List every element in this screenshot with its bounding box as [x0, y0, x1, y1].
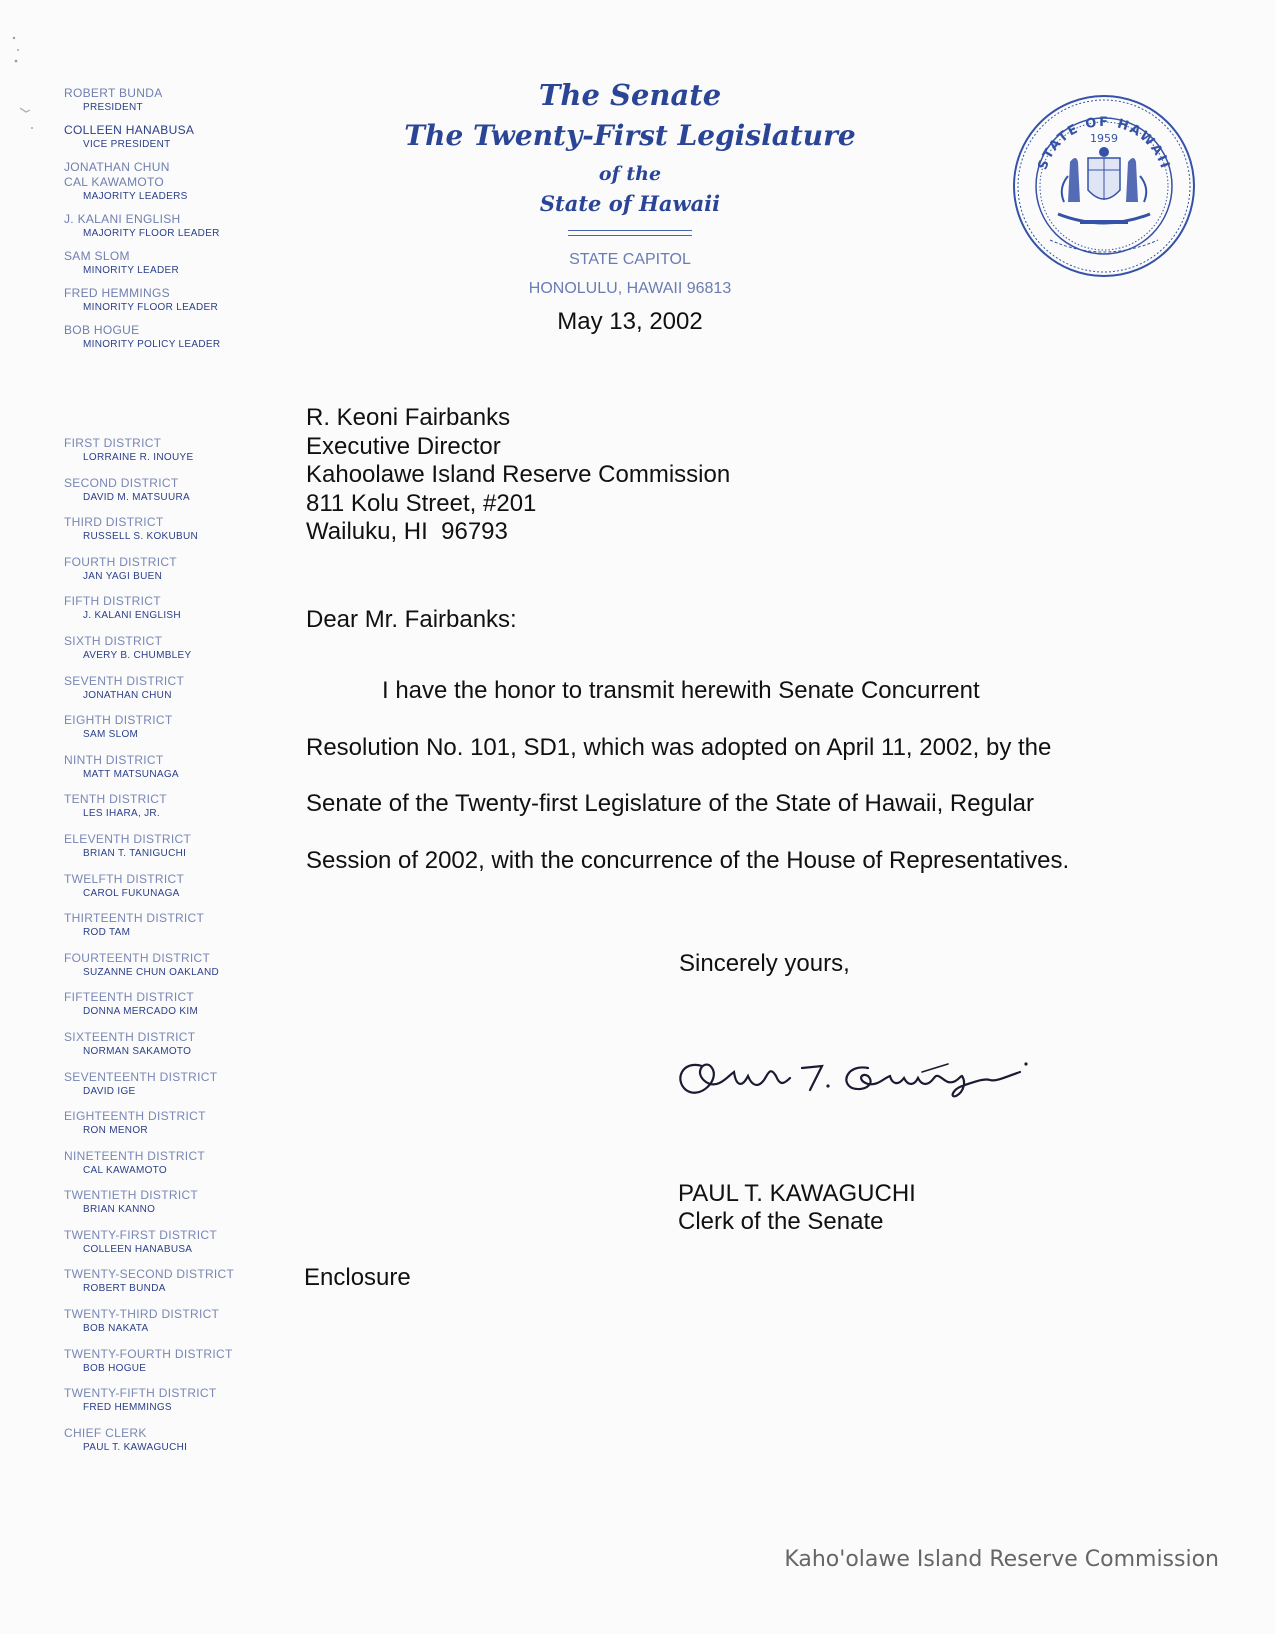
district-name: THIRTEENTH DISTRICT — [64, 911, 205, 926]
recipient-title: Executive Director — [306, 432, 501, 460]
district-name: SIXTEENTH DISTRICT — [64, 1029, 196, 1044]
district-entry — [64, 1070, 274, 1110]
letter-date: May 13, 2002 — [557, 308, 703, 335]
district-name: EIGHTEENTH DISTRICT — [64, 1109, 206, 1124]
district-senator: CAL KAWAMOTO — [83, 1164, 167, 1176]
district-name: SIXTH DISTRICT — [64, 633, 163, 648]
letterhead-divider — [568, 230, 692, 236]
district-entry — [64, 634, 274, 674]
body-line: Session of 2002, with the concurrence of the House of Representatives. — [306, 846, 1070, 874]
district-entry — [64, 1347, 274, 1387]
officer-role: VICE PRESIDENT — [83, 139, 171, 150]
district-entry — [64, 515, 274, 555]
district-senator: PAUL T. KAWAGUCHI — [83, 1441, 188, 1453]
district-senator: BRIAN T. TANIGUCHI — [83, 847, 187, 859]
district-entry — [64, 990, 274, 1030]
district-senator: RUSSELL S. KOKUBUN — [83, 531, 199, 543]
letterhead — [390, 76, 870, 337]
district-entry — [64, 594, 274, 634]
district-senator: LORRAINE R. INOUYE — [83, 452, 194, 463]
officers-list — [64, 86, 264, 360]
district-name: TWENTY-FIFTH DISTRICT — [64, 1386, 217, 1401]
district-senator: NORMAN SAKAMOTO — [83, 1045, 192, 1057]
district-senator: FRED HEMMINGS — [83, 1402, 172, 1414]
letterhead-city: HONOLULU, HAWAII 96813 — [528, 280, 732, 297]
officer-name: SAM SLOM — [64, 249, 130, 263]
letterhead-legislature: The Twenty-First Legislature — [404, 119, 856, 152]
officer-role: PRESIDENT — [83, 102, 143, 113]
district-name: CHIEF CLERK — [64, 1425, 147, 1440]
district-name: FIFTEENTH DISTRICT — [64, 990, 195, 1005]
officer-name: JONATHAN CHUN — [64, 160, 170, 174]
district-entry — [64, 1188, 274, 1228]
signer-name: PAUL T. KAWAGUCHI — [678, 1180, 916, 1207]
officer-entry — [64, 323, 264, 351]
officer-entry — [64, 160, 264, 203]
district-senator: BOB HOGUE — [83, 1362, 147, 1374]
district-name: FOURTH DISTRICT — [64, 554, 177, 569]
district-senator: SAM SLOM — [83, 729, 139, 741]
district-name: THIRD DISTRICT — [64, 515, 164, 530]
seal-year: 1959 — [1090, 132, 1118, 145]
district-name: TWENTY-FIRST DISTRICT — [64, 1227, 217, 1242]
recipient-name: R. Keoni Fairbanks — [306, 404, 511, 431]
officer-role: MAJORITY LEADERS — [83, 191, 188, 202]
letterhead-state: State of Hawaii — [539, 191, 721, 216]
district-senator: JONATHAN CHUN — [83, 689, 172, 701]
seal-ring-text: STATE OF HAWAII — [1035, 114, 1173, 172]
district-name: TWENTY-FOURTH DISTRICT — [64, 1346, 233, 1361]
district-senator: ROD TAM — [83, 927, 131, 939]
district-senator: CAROL FUKUNAGA — [83, 887, 180, 899]
district-entry — [64, 1228, 274, 1268]
district-senator: RON MENOR — [83, 1125, 148, 1137]
district-entry — [64, 832, 274, 872]
district-entry — [64, 1030, 274, 1070]
officer-name: COLLEEN HANABUSA — [64, 123, 195, 137]
district-senator: DONNA MERCADO KIM — [83, 1006, 199, 1018]
signer-title: Clerk of the Senate — [678, 1208, 884, 1235]
officer-entry — [64, 249, 264, 277]
district-senator: LES IHARA, JR. — [83, 808, 160, 820]
letterhead-senate: The Senate — [538, 78, 722, 112]
district-name: TWENTY-SECOND DISTRICT — [64, 1267, 235, 1282]
district-entry — [64, 674, 274, 714]
district-senator: ROBERT BUNDA — [83, 1283, 166, 1295]
district-entry — [64, 713, 274, 753]
district-entry — [64, 1426, 274, 1466]
district-name: SECOND DISTRICT — [64, 475, 179, 490]
watermark: Kaho'olawe Island Reserve Commission — [784, 1547, 1219, 1572]
district-senator: MATT MATSUNAGA — [83, 768, 179, 780]
letter-body — [306, 663, 1106, 889]
district-senator: BOB NAKATA — [83, 1323, 149, 1335]
body-line: I have the honor to transmit herewith Senate Concurrent — [382, 677, 980, 704]
closing: Sincerely yours, — [679, 950, 850, 977]
scan-specks — [8, 28, 48, 138]
letterhead-capitol: STATE CAPITOL — [569, 251, 691, 268]
officer-name: ROBERT BUNDA — [64, 86, 163, 100]
signature-icon — [672, 1046, 1072, 1110]
district-name: FOURTEENTH DISTRICT — [64, 950, 211, 965]
officer-role: MAJORITY FLOOR LEADER — [83, 228, 220, 239]
district-entry — [64, 1109, 274, 1149]
district-senator: DAVID IGE — [83, 1085, 136, 1097]
district-name: TWENTY-THIRD DISTRICT — [64, 1307, 220, 1322]
district-name: TWENTIETH DISTRICT — [64, 1188, 199, 1203]
officer-name: J. KALANI ENGLISH — [64, 212, 181, 226]
officer-role: MINORITY POLICY LEADER — [83, 339, 221, 350]
officer-entry — [64, 86, 264, 114]
district-entry — [64, 911, 274, 951]
district-senator: SUZANNE CHUN OAKLAND — [83, 966, 220, 978]
district-senator: DAVID M. MATSUURA — [83, 491, 190, 503]
district-senator: BRIAN KANNO — [83, 1204, 156, 1216]
district-entry — [64, 951, 274, 991]
district-name: FIFTH DISTRICT — [64, 594, 161, 609]
district-name: TWELFTH DISTRICT — [64, 871, 185, 886]
district-entry — [64, 872, 274, 912]
district-name: SEVENTEENTH DISTRICT — [64, 1069, 218, 1084]
district-senator: J. KALANI ENGLISH — [83, 610, 181, 622]
district-entry — [64, 792, 274, 832]
recipient-city: Wailuku, HI 96793 — [306, 518, 508, 545]
district-senator: JAN YAGI BUEN — [83, 570, 163, 582]
district-name: FIRST DISTRICT — [64, 436, 162, 450]
district-entry — [64, 1307, 274, 1347]
officer-entry — [64, 123, 264, 151]
recipient-organization: Kahoolawe Island Reserve Commission — [306, 461, 731, 488]
district-senator: AVERY B. CHUMBLEY — [83, 649, 192, 661]
state-seal-icon — [1010, 92, 1198, 280]
officer-name: FRED HEMMINGS — [64, 286, 170, 300]
district-name: NINTH DISTRICT — [64, 752, 164, 767]
salutation: Dear Mr. Fairbanks: — [306, 606, 517, 633]
officer-role: MINORITY FLOOR LEADER — [83, 302, 219, 313]
officer-name: BOB HOGUE — [64, 323, 140, 337]
district-name: TENTH DISTRICT — [64, 792, 167, 807]
officer-entry — [64, 286, 264, 314]
recipient-street: 811 Kolu Street, #201 — [306, 489, 537, 517]
district-entry — [64, 1149, 274, 1189]
officer-entry — [64, 212, 264, 240]
district-name: NINETEENTH DISTRICT — [64, 1148, 206, 1163]
district-entry — [64, 753, 274, 793]
officer-name-2: CAL KAWAMOTO — [64, 175, 165, 189]
district-entry — [64, 1386, 274, 1426]
district-name: EIGHTH DISTRICT — [64, 713, 173, 728]
letterhead-of-the: of the — [598, 163, 662, 185]
district-name: ELEVENTH DISTRICT — [64, 831, 192, 846]
district-entry — [64, 555, 274, 595]
body-line: Senate of the Twenty-first Legislature of the State of Hawaii, Regular — [306, 790, 1034, 817]
district-entry — [64, 476, 274, 516]
enclosure-note: Enclosure — [304, 1264, 411, 1291]
district-name: SEVENTH DISTRICT — [64, 673, 185, 688]
district-entry — [64, 436, 274, 476]
officer-role: MINORITY LEADER — [83, 265, 179, 276]
districts-list — [64, 436, 274, 1465]
body-line: Resolution No. 101, SD1, which was adopted on April 11, 2002, by the — [306, 733, 1052, 761]
district-senator: COLLEEN HANABUSA — [83, 1243, 193, 1255]
district-entry — [64, 1267, 274, 1307]
recipient-address — [306, 404, 730, 547]
